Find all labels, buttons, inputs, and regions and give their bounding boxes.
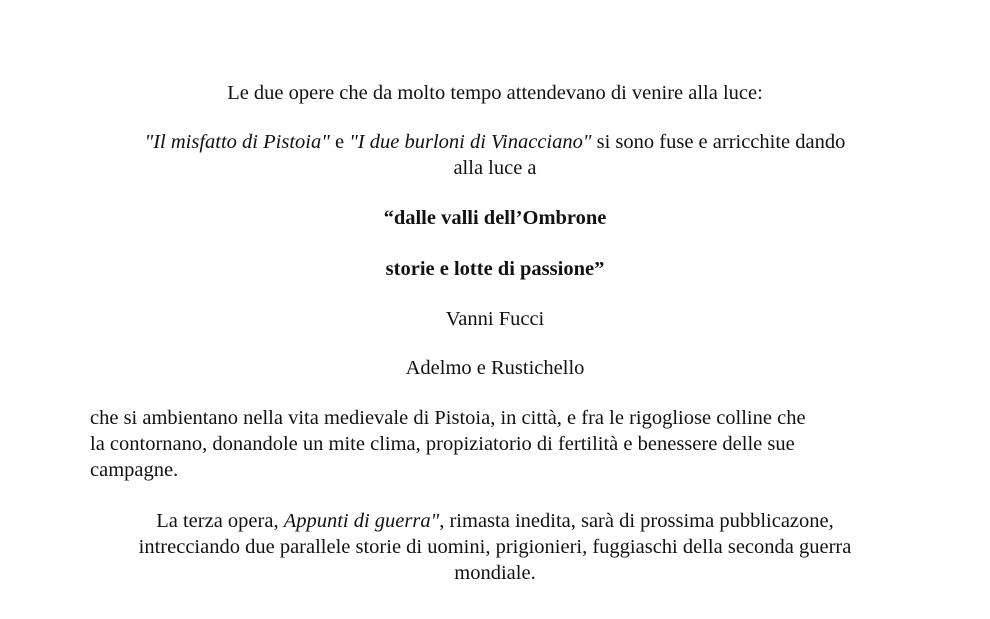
setting-line2: la contornano, donandole un mite clima, propiziatorio di fertilità e benessere delle sue	[90, 433, 795, 455]
third-work-line3: mondiale.	[454, 562, 536, 584]
story-vanni-fucci-text: Vanni Fucci	[445, 308, 545, 330]
third-work-prefix: La terza opera,	[156, 510, 284, 532]
third-work-rest1: , rimasta inedita, sarà di prossima pubblicazone,	[439, 510, 834, 532]
new-title-line1	[95, 205, 895, 231]
setting-line3: campagne.	[90, 459, 179, 481]
works-paragraph	[95, 129, 895, 181]
intro-line	[95, 80, 895, 106]
story-adelmo-rustichello-text: Adelmo e Rustichello	[405, 357, 585, 379]
setting-line1: che si ambientano nella vita medievale di Pistoia, in città, e fra le rigogliose colline che	[90, 407, 806, 429]
works-joiner: e	[329, 131, 350, 153]
setting-paragraph	[90, 405, 890, 483]
story-adelmo-rustichello	[95, 355, 895, 381]
intro-text: Le due opere che da molto tempo attendevano di venire alla luce:	[227, 82, 763, 104]
third-work-title: Appunti di guerra"	[283, 510, 440, 532]
story-vanni-fucci	[95, 306, 895, 332]
works-rest-line2: alla luce a	[453, 157, 537, 179]
work-title-burloni: "I due burloni di Vinacciano"	[349, 131, 592, 153]
third-work-paragraph	[95, 508, 895, 586]
work-title-misfatto: "Il misfatto di Pistoia"	[144, 131, 330, 153]
new-title-line1-text: “dalle valli dell’Ombrone	[383, 207, 607, 229]
new-title-line2	[95, 256, 895, 282]
works-rest-line1: si sono fuse e arricchite dando	[591, 131, 846, 153]
third-work-line2: intrecciando due parallele storie di uomini, prigionieri, fuggiaschi della seconda guerra	[138, 536, 852, 558]
new-title-line2-text: storie e lotte di passione”	[385, 258, 605, 280]
